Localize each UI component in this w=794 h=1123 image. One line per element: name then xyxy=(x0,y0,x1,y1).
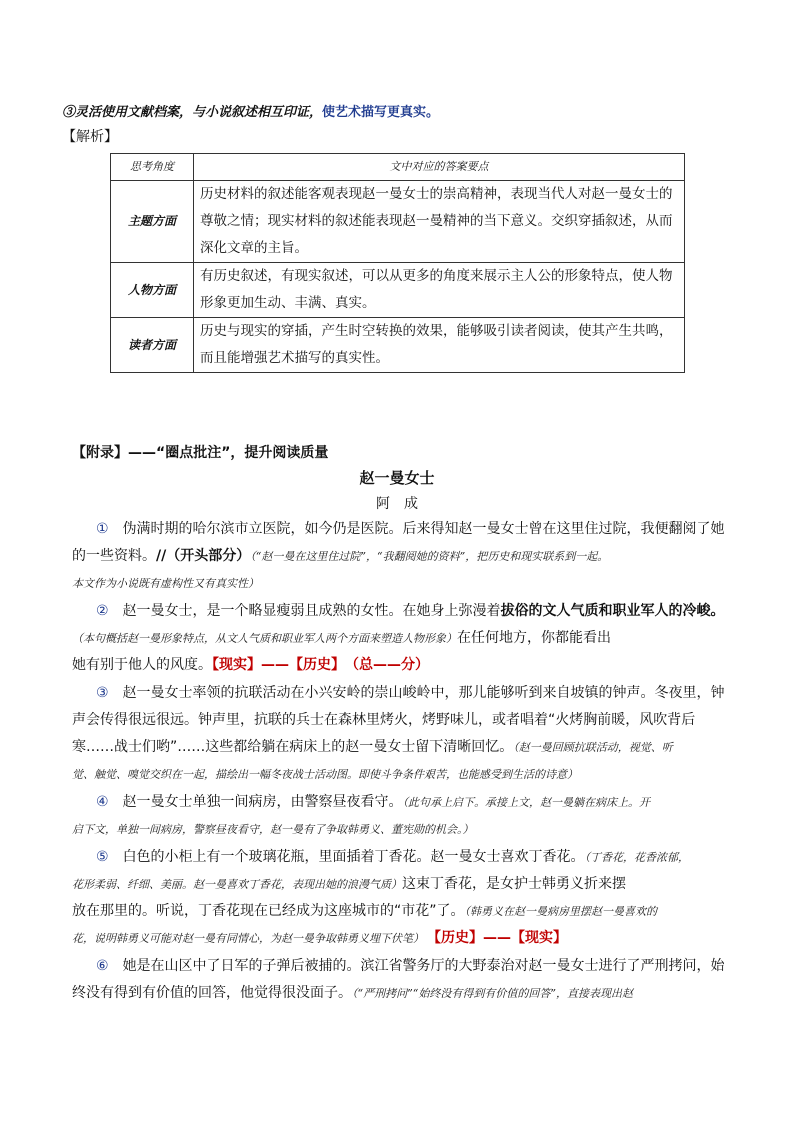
table-row xyxy=(111,263,685,318)
annotation: ，从文人气质和职业军人两个方面来塑造人物形象） xyxy=(204,632,457,645)
paragraph-text: 伪满时期的哈尔滨市立医院，如今仍是医院。后来得知赵一曼女士曾在这里住过院，我便翻阅了她的一些资料。 xyxy=(72,521,725,564)
appendix-heading: 【附录】——“圈点批注”，提升阅读质量 xyxy=(72,445,329,461)
paragraph-text: 寒……战士们哟”……这些都给躺在病床上的赵一曼女士留下清晰回忆。 xyxy=(72,739,514,755)
table-text-cell: 历史材料的叙述能客观表现赵一曼女士的崇高精神，表现当代人对赵一曼女士的尊敬之情；现实材料的叙述能表现赵一曼精神的当下意义。交织穿插叙述，从而深化文章的主旨。 xyxy=(194,181,685,263)
paragraph-text: 赵一曼女士单独一间病房，由警察昼夜看守。 xyxy=(122,794,403,810)
table-header-cell: 思考角度 xyxy=(111,154,194,181)
table-header-row xyxy=(111,154,685,181)
annotation: 觉、触觉、嗅觉交织在一起，描绘出一幅冬夜战士活动图。 xyxy=(72,768,358,781)
annotation-highlight: 有同情心 xyxy=(215,932,259,945)
annotation: （韩勇义在赵一曼病房里摆赵一曼喜欢的 xyxy=(464,905,658,918)
table-row xyxy=(111,318,685,373)
table-header-cell: 文中对应的答案要点 xyxy=(194,154,685,181)
annotation: ，为赵一曼争取韩勇义 xyxy=(259,932,369,945)
paragraph-marker: //（开头部分） xyxy=(156,548,251,564)
paragraph-number: ② xyxy=(96,603,109,619)
paragraph-number: ④ xyxy=(96,794,109,810)
top-line-prefix: ③灵活使用文献档案，与小说叙述相互印证， xyxy=(62,105,323,120)
paragraph-text: 放在那里的。听说，丁香花现在已经成为这座城市的“市花”了。 xyxy=(72,903,465,919)
analysis-table xyxy=(110,153,685,373)
table-angle-cell: 人物方面 xyxy=(111,263,194,318)
top-line xyxy=(62,101,439,120)
table-text-cell: 有历史叙述，有现实叙述，可以从更多的角度来展示主人公的形象特点，使人物形象更加生动、丰满、真实。 xyxy=(194,263,685,318)
paragraph-1 xyxy=(72,516,726,597)
article-author: 阿 成 xyxy=(376,496,418,512)
paragraph-number: ① xyxy=(96,521,109,537)
paragraph-5 xyxy=(72,844,726,952)
annotation: （“严刑拷问”“始终没有得到有价值的回答”， xyxy=(352,987,567,1000)
annotation-highlight: 浪漫气质 xyxy=(347,878,391,891)
paragraph-number: ⑥ xyxy=(96,958,109,974)
annotation: 。承接上文，赵一曼躺在病床上。开 xyxy=(474,796,651,809)
paragraph-text: 终没有得到有价值的回答，他觉得很没面子。 xyxy=(72,985,352,1001)
table-angle-cell: 主题方面 xyxy=(111,181,194,263)
annotation: （本句 xyxy=(72,632,105,645)
annotation: （丁香花，花香浓郁， xyxy=(584,851,690,864)
paragraph-6 xyxy=(72,953,726,1007)
paragraph-emphasis: 拔俗的文人气质和职业军人的冷峻。 xyxy=(500,603,725,619)
top-line-suffix: 使艺术描写更真实。 xyxy=(322,105,440,120)
annotation: （此句 xyxy=(402,796,431,809)
annotation: （“赵一曼在这里住过院”，“我翻阅她的资料”， xyxy=(250,550,477,563)
annotation-highlight: 概括赵一曼形象特点 xyxy=(105,632,204,645)
paragraph-3 xyxy=(72,680,726,788)
paragraph-number: ③ xyxy=(96,685,109,701)
annotation-highlight: 埋下伏笔 xyxy=(369,932,413,945)
annotation-highlight: 即使斗争条件艰苦，也能感受到生活的诗意 xyxy=(358,768,567,781)
paragraph-number: ⑤ xyxy=(96,849,109,865)
annotation-highlight: 把历史和现实联系到一起。 xyxy=(476,550,609,563)
annotation: （赵一曼回顾抗联活动，视觉、听 xyxy=(513,741,673,754)
annotation: 花形柔弱、纤细、美丽。赵一曼喜欢丁香花，表现出她的 xyxy=(72,878,347,891)
annotation: ） xyxy=(391,878,402,891)
annotation: ） xyxy=(413,932,424,945)
annotation: 启下文，单独一间病房，警察昼夜看守，赵一曼有了争取韩勇义、董宪勋的机会。） xyxy=(72,823,474,836)
paragraph-text: 白色的小柜上有一个玻璃花瓶，里面插着丁香花。赵一曼女士喜欢丁香花。 xyxy=(122,849,585,865)
article-title: 赵一曼女士 xyxy=(359,469,435,487)
annotation-highlight: 直接表现出赵 xyxy=(567,987,633,1000)
paragraph-text: 赵一曼女士，是一个略显瘦弱且成熟的女性。在她身上弥漫着 xyxy=(122,603,501,619)
paragraph-text: 这束丁香花，是女护士韩勇义折来摆 xyxy=(402,876,626,892)
table-row xyxy=(111,181,685,263)
table-text-cell: 历史与现实的穿插，产生时空转换的效果，能够吸引读者阅读，使其产生共鸣，而且能增强艺术描写的真实性。 xyxy=(194,318,685,373)
paragraph-text: 声会传得很远很远。钟声里，抗联的兵士在森林里烤火，烤野味儿，或者唱着“火烤胸前暖，风吹背后 xyxy=(72,712,696,728)
annotation: 花，说明韩勇义可能对赵一曼 xyxy=(72,932,215,945)
paragraph-text: 她是在山区中了日军的子弹后被捕的。滨江省警务厅的大野泰治对赵一曼女士进行了严刑拷问，始 xyxy=(122,958,725,974)
paragraph-text: 在任何地方，你都能看出 xyxy=(457,630,611,646)
section-tag: 【历史】——【现实】 xyxy=(434,930,567,946)
paragraph-text: 她有别于他人的风度。 xyxy=(72,657,212,673)
jiexi-label: 【解析】 xyxy=(62,129,118,145)
annotation: ） xyxy=(567,768,578,781)
section-tag: 【现实】——【历史】 （总——分） xyxy=(212,657,429,673)
table-angle-cell: 读者方面 xyxy=(111,318,194,373)
paragraph-text: 赵一曼女士率领的抗联活动在小兴安岭的崇山峻岭中，那儿能够听到来自坡镇的钟声。冬夜里，钟 xyxy=(122,685,725,701)
paragraph-2 xyxy=(72,598,726,679)
annotation-highlight: 承上启下 xyxy=(430,796,475,809)
annotation: 本文作为小说既有虚构性又有真实性） xyxy=(72,577,259,590)
paragraph-4 xyxy=(72,789,726,843)
